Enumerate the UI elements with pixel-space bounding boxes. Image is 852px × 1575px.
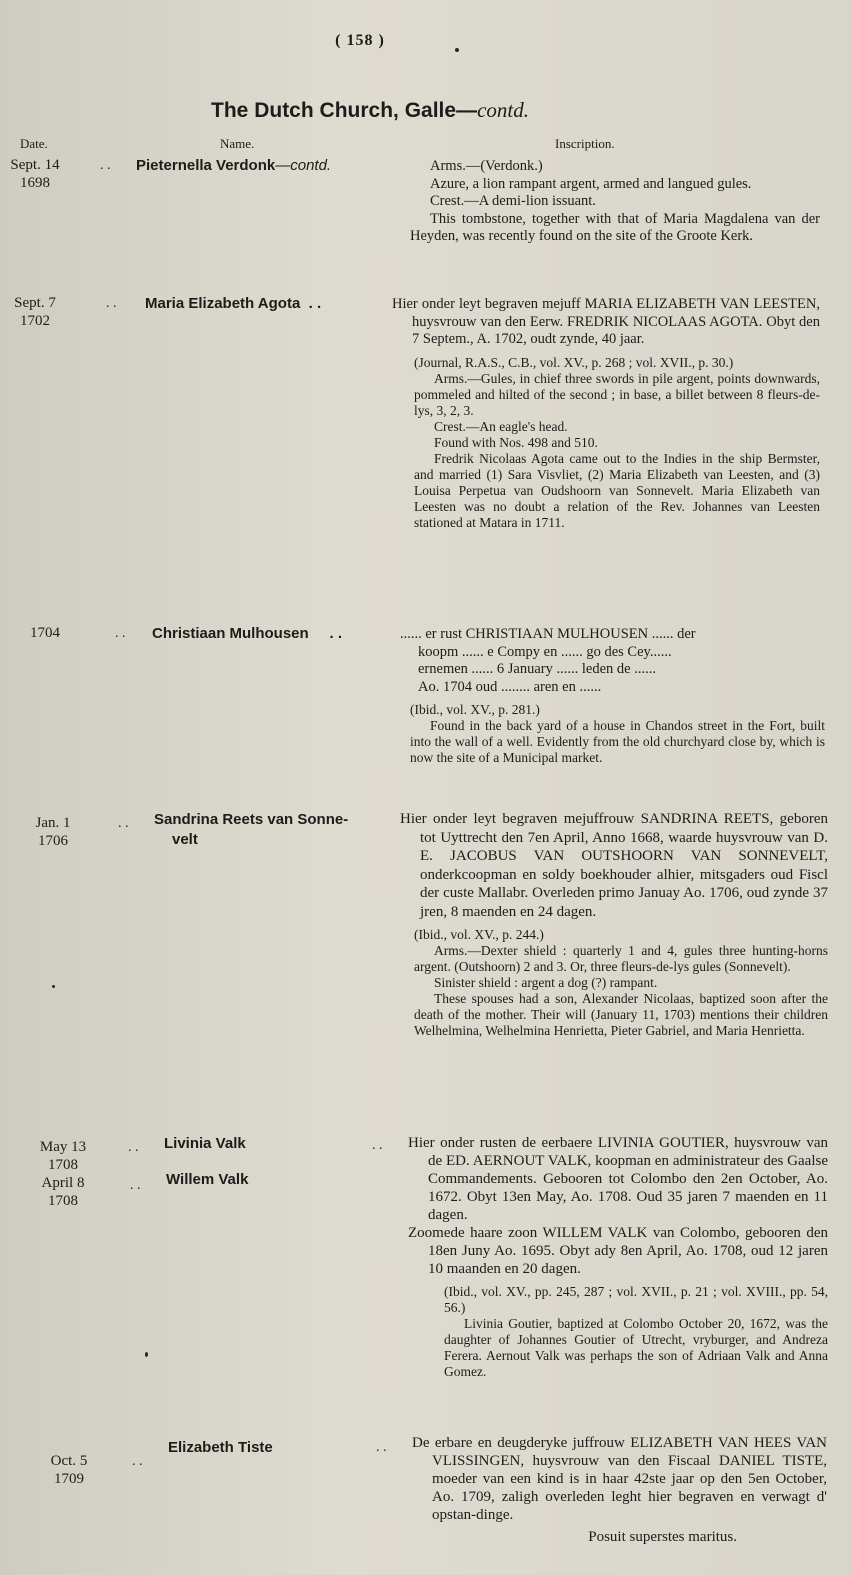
entry-inscription: Hier onder leyt begraven mejuffrouw SANDRINA REETS, geboren tot Uyttrecht den 7en April, Anno 1668, waarde huysvrouw van D. E. JACOBUS VAN OUTSHOORN VAN SONNEVELT, onderkcoopman en soldy boekhouder alhier, mitsgaders oud Fiscl der custe Mallabr. Overleden primo Januay Ao. 1706, oud zynde 37 jren, 8 maenden en 24 dagen. (Ibid., vol. XV., p. 244.) Arms.—Dexter shield : quarterly 1 and 4, gules three hunting-horns argent. (Outshoorn) 2 and 3. Or, three fleurs-de-lys gules (Sonnevelt). Sinister shield : argent a dog (?) rampant. These spouses had a son, Alexander Nicolaas, baptized soon after the death of the mother. Their will (January 11, 1703) mentions their children Welhelmina, Welhelmina Henrietta, Pieter Gabriel, and Maria Henrietta. xyxy=(400,811,828,1038)
entry-inscription: Arms.—(Verdonk.) Azure, a lion rampant argent, armed and langued gules. Crest.—A demi-lion issuant. This tombstone, together with that of Maria Magdalena van der Heyden, was recently found on the site of the Groote Kerk. xyxy=(410,158,820,244)
entry-name: Pieternella Verdonk—contd. xyxy=(136,157,332,174)
page-title: The Dutch Church, Galle—contd. xyxy=(211,98,529,122)
entry-inscription: ...... er rust CHRISTIAAN MULHOUSEN ...... der koopm ...... e Compy en ...... go des Cey...... ernemen ...... 6 January ...... leden de ...... Ao. 1704 oud ........ aren en ...... (Ibid., vol. XV., p. 281.) Found in the back yard of a house in Chandos street in the Fort, built into the wall of a well. Evidently from the old churchyard close by, which is now the site of a Municipal market. xyxy=(400,626,825,765)
entry-inscription: Hier onder leyt begraven mejuff MARIA ELIZABETH VAN LEESTEN, huysvrouw van den Eerw. FREDRIK NICOLAAS AGOTA. Obyt den 7 Septem., A. 1702, oudt zynde, 40 jaar. (Journal, R.A.S., C.B., vol. XV., p. 268 ; vol. XVII., p. 30.) Arms.—Gules, in chief three swords in pile argent, points downwards, pommeled and hilted of the second ; in base, a billet between 8 fleurs-de-lys, 3, 2, 3. Crest.—An eagle's head. Found with Nos. 498 and 510. Fredrik Nicolaas Agota came out to the Indies in the ship Bermster, and married (1) Sara Visvliet, (2) Maria Elizabeth van Leesten, and (3) Louisa Perpetua van Oudshoorn van Sonnevelt. Maria Elizabeth van Leesten was no doubt a relation of the Rev. Johannes van Leesten stationed at Matara in 1711. xyxy=(392,296,820,530)
header-date: Date. xyxy=(20,136,48,151)
title-main: The Dutch Church, Galle xyxy=(211,99,457,122)
entry-date: 1704 xyxy=(30,625,60,641)
entry-date: Sept. 14 1698 xyxy=(10,157,60,191)
entry-name: Livinia Valk xyxy=(164,1135,246,1152)
entry-name: Christiaan Mulhousen . . xyxy=(152,625,343,642)
ink-spot xyxy=(52,985,55,988)
ink-spot xyxy=(455,48,459,52)
entry-inscription: De erbare en deugderyke juffrouw ELIZABETH VAN HEES VAN VLISSINGEN, huysvrouw van den Fiscaal DANIEL TISTE, moeder van een kind is in haar 42ste jaar op den 5en October, Ao. 1709, zaligh overleden leght hier begraven en verwagt d' opstan-dinge. Posuit superstes maritus. xyxy=(412,1435,827,1545)
entry-name: Maria Elizabeth Agota . . xyxy=(145,295,322,312)
entry-inscription: Hier onder rusten de eerbaere LIVINIA GOUTIER, huysvrouw van de ED. AERNOUT VALK, koopman en administrateur des Gaalse Commandements. Gebooren tot Colombo den 2en October, Ao. 1672. Obyt 13en May, Ao. 1708. Oud 35 jaren 7 maenden en 11 dagen. Zoomede haare zoon WILLEM VALK van Colombo, gebooren den 18en Juny Ao. 1695. Obyt ady 8en April, Ao. 1708, oud 12 jaren 10 maanden en 20 dagen. (Ibid., vol. XV., pp. 245, 287 ; vol. XVII., p. 21 ; vol. XVIII., pp. 54, 56.) Livinia Goutier, baptized at Colombo October 20, 1672, was the daughter of Johannes Goutier of Utrecht, vryburger, and Andreza Ferera. Aernout Valk was perhaps the son of Adriaan Valk and Anna Gomez. xyxy=(408,1135,828,1379)
entry-date: Sept. 7 1702 xyxy=(14,295,56,329)
title-contd: contd. xyxy=(477,98,529,122)
ink-spot xyxy=(145,1352,148,1357)
entry-date: May 13 1708 April 8 1708 xyxy=(39,1139,87,1209)
header-inscription: Inscription. xyxy=(555,136,615,151)
entry-date: Oct. 5 1709 xyxy=(50,1453,88,1487)
page-number: ( 158 ) xyxy=(335,32,385,49)
entry-name: Elizabeth Tiste xyxy=(168,1439,273,1456)
entry-name-2: Willem Valk xyxy=(166,1171,249,1188)
entry-date: Jan. 1 1706 xyxy=(35,815,71,849)
header-name: Name. xyxy=(220,136,255,151)
entry-name: Sandrina Reets van Sonne- velt xyxy=(154,811,349,848)
